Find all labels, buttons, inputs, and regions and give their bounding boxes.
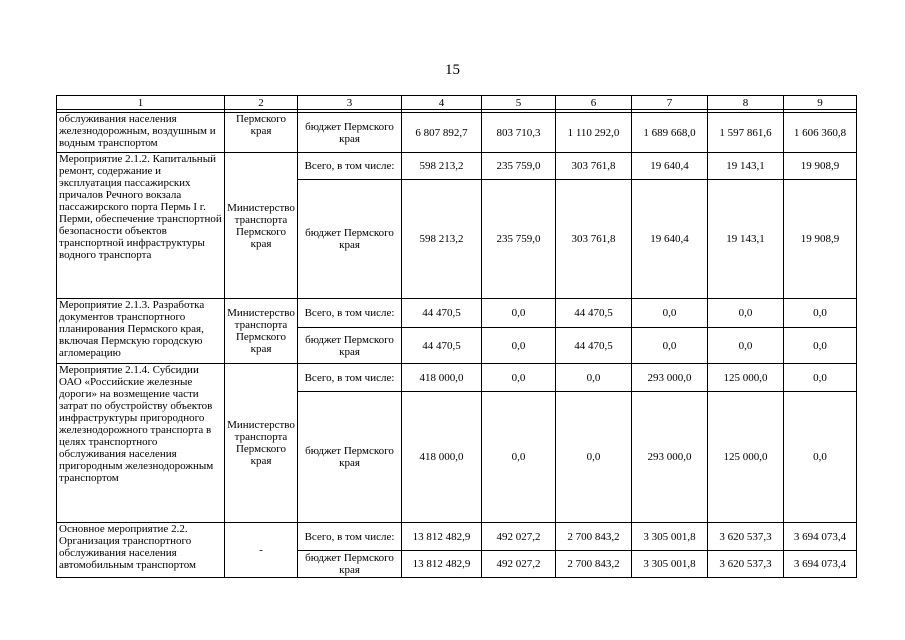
executor: Министерство транспорта Пермского края <box>225 299 298 364</box>
value-cell: 3 305 001,8 <box>632 523 708 551</box>
value-cell: 492 027,2 <box>482 523 556 551</box>
value-cell: 44 470,5 <box>556 299 632 328</box>
value-cell: 19 143,1 <box>708 153 784 180</box>
value-cell: 0,0 <box>784 364 857 392</box>
budget-table <box>56 95 857 578</box>
funding-source: бюджет Пермского края <box>298 113 402 153</box>
funding-source: бюджет Пермского края <box>298 392 402 523</box>
table-row <box>57 113 857 153</box>
value-cell: 303 761,8 <box>556 180 632 299</box>
value-cell: 19 908,9 <box>784 180 857 299</box>
value-cell: 0,0 <box>784 392 857 523</box>
value-cell: 3 694 073,4 <box>784 523 857 551</box>
value-cell: 19 640,4 <box>632 180 708 299</box>
funding-source: бюджет Пермского края <box>298 328 402 364</box>
value-cell: 0,0 <box>784 299 857 328</box>
value-cell: 0,0 <box>632 328 708 364</box>
value-cell: 1 110 292,0 <box>556 113 632 153</box>
column-header: 6 <box>556 96 632 110</box>
measure-name: Мероприятие 2.1.2. Капитальный ремонт, содержание и эксплуатация пассажирских причалов Речного вокзала пассажирского порта Пермь I г. Перми, обеспечение транспортной безопасности объектов транспортной инфраструктуры водного транспорта <box>57 153 225 299</box>
column-header: 5 <box>482 96 556 110</box>
executor: Министерство транспорта Пермского края <box>225 153 298 299</box>
funding-source: бюджет Пермского края <box>298 180 402 299</box>
column-header: 8 <box>708 96 784 110</box>
value-cell: 19 908,9 <box>784 153 857 180</box>
column-header: 7 <box>632 96 708 110</box>
value-cell: 19 640,4 <box>632 153 708 180</box>
value-cell: 2 700 843,2 <box>556 551 632 578</box>
value-cell: 0,0 <box>632 299 708 328</box>
value-cell: 44 470,5 <box>556 328 632 364</box>
value-cell: 13 812 482,9 <box>402 523 482 551</box>
funding-source: Всего, в том числе: <box>298 523 402 551</box>
value-cell: 418 000,0 <box>402 364 482 392</box>
value-cell: 803 710,3 <box>482 113 556 153</box>
value-cell: 0,0 <box>708 328 784 364</box>
value-cell: 235 759,0 <box>482 153 556 180</box>
value-cell: 125 000,0 <box>708 392 784 523</box>
value-cell: 0,0 <box>482 364 556 392</box>
measure-name: Мероприятие 2.1.4. Субсидии ОАО «Российские железные дороги» на возмещение части затрат по обустройству объектов инфраструктуры пригородного железнодорожного транспорта в целях транспортного обслуживания населения пригородным железнодорожным транспортом <box>57 364 225 523</box>
funding-source: бюджет Пермского края <box>298 551 402 578</box>
value-cell: 598 213,2 <box>402 153 482 180</box>
column-header: 3 <box>298 96 402 110</box>
measure-name: Мероприятие 2.1.3. Разработка документов транспортного планирования Пермского края, включая Пермскую городскую агломерацию <box>57 299 225 364</box>
value-cell: 303 761,8 <box>556 153 632 180</box>
value-cell: 0,0 <box>556 392 632 523</box>
value-cell: 3 620 537,3 <box>708 523 784 551</box>
funding-source: Всего, в том числе: <box>298 364 402 392</box>
column-header: 1 <box>57 96 225 110</box>
value-cell: 0,0 <box>784 328 857 364</box>
header-row <box>57 96 857 110</box>
executor: Пермского края <box>225 113 298 153</box>
value-cell: 293 000,0 <box>632 364 708 392</box>
measure-name: обслуживания населения железнодорожным, воздушным и водным транспортом <box>57 113 225 153</box>
value-cell: 125 000,0 <box>708 364 784 392</box>
value-cell: 44 470,5 <box>402 328 482 364</box>
table-row <box>57 299 857 328</box>
value-cell: 3 620 537,3 <box>708 551 784 578</box>
executor: - <box>225 523 298 578</box>
value-cell: 44 470,5 <box>402 299 482 328</box>
value-cell: 598 213,2 <box>402 180 482 299</box>
measure-name: Основное мероприятие 2.2. Организация транспортного обслуживания населения автомобильным транспортом <box>57 523 225 578</box>
column-header: 2 <box>225 96 298 110</box>
value-cell: 418 000,0 <box>402 392 482 523</box>
value-cell: 3 305 001,8 <box>632 551 708 578</box>
value-cell: 1 597 861,6 <box>708 113 784 153</box>
value-cell: 0,0 <box>482 328 556 364</box>
value-cell: 0,0 <box>556 364 632 392</box>
value-cell: 0,0 <box>708 299 784 328</box>
value-cell: 3 694 073,4 <box>784 551 857 578</box>
funding-source: Всего, в том числе: <box>298 299 402 328</box>
funding-source: Всего, в том числе: <box>298 153 402 180</box>
value-cell: 0,0 <box>482 392 556 523</box>
column-header: 4 <box>402 96 482 110</box>
value-cell: 6 807 892,7 <box>402 113 482 153</box>
table-row <box>57 523 857 551</box>
value-cell: 0,0 <box>482 299 556 328</box>
column-header: 9 <box>784 96 857 110</box>
value-cell: 492 027,2 <box>482 551 556 578</box>
value-cell: 19 143,1 <box>708 180 784 299</box>
value-cell: 293 000,0 <box>632 392 708 523</box>
value-cell: 1 689 668,0 <box>632 113 708 153</box>
table-row <box>57 364 857 392</box>
page-number: 15 <box>445 62 460 78</box>
value-cell: 235 759,0 <box>482 180 556 299</box>
table-row <box>57 153 857 180</box>
value-cell: 1 606 360,8 <box>784 113 857 153</box>
value-cell: 2 700 843,2 <box>556 523 632 551</box>
executor: Министерство транспорта Пермского края <box>225 364 298 523</box>
value-cell: 13 812 482,9 <box>402 551 482 578</box>
